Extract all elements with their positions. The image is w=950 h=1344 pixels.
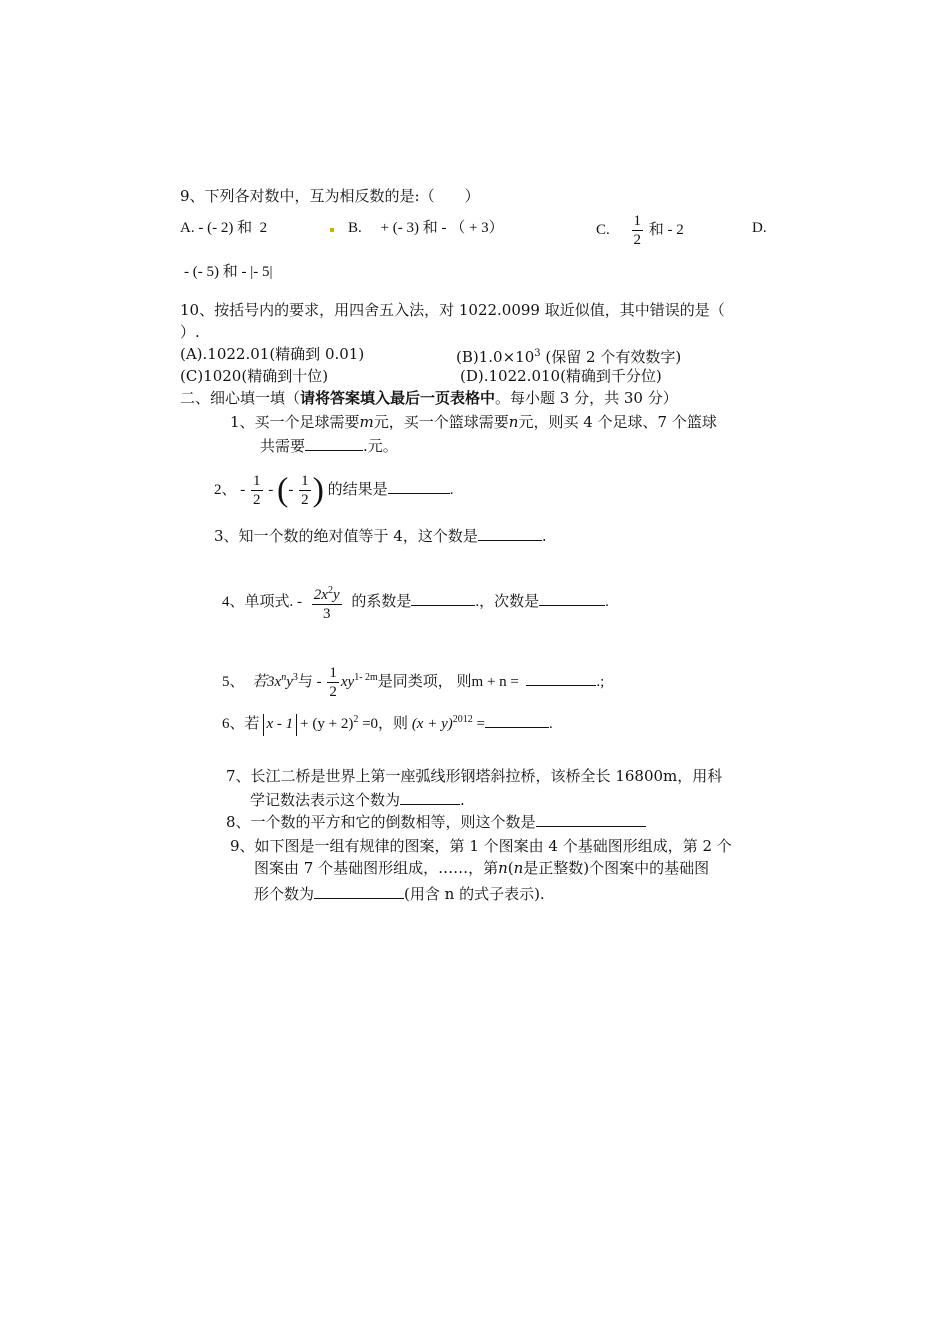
f2-label: 2、	[214, 482, 237, 498]
f1-line-2	[260, 436, 398, 456]
f6-line	[222, 706, 553, 734]
q10-option-c: (C)1020(精确到十位)	[180, 367, 329, 385]
q9-c-num: 1	[633, 213, 642, 230]
f7-line-1: 7、长江二桥是世界上第一座弧线形钢塔斜拉桥，该桥全长 16800m，用科	[226, 767, 723, 785]
f4-coef-blank[interactable]	[411, 591, 475, 606]
f7-line2-text: 学记数法表示这个数为	[250, 791, 401, 809]
f6-exp2: 2012	[452, 714, 473, 725]
f1-pre: 1、买一个足球需要	[230, 413, 360, 431]
f4-label: 4、单项式.	[222, 594, 294, 610]
f2-result-text: 的结果是	[327, 482, 388, 498]
f5-answer-blank[interactable]	[526, 671, 596, 686]
q9-b-expr: + (- 3) 和 - （ + 3）	[380, 220, 504, 236]
section2-title-bold: 请将答案填入最后一页表格中	[300, 389, 496, 407]
f5-exp-3: 3	[292, 672, 298, 683]
f5-with: 与 -	[297, 674, 322, 690]
f9-n: n	[498, 859, 508, 877]
q9-c-fraction	[632, 212, 644, 249]
f5-tail: 是同类项， 则m + n =	[377, 674, 519, 690]
f2-num-1: 1	[253, 473, 261, 490]
f4-minus: -	[297, 594, 303, 610]
f9-line3-post: (用含 n 的式子表示).	[404, 885, 545, 903]
f4-den: 3	[322, 606, 331, 623]
f5-xy: xy	[340, 674, 355, 690]
f9-n2: n	[513, 859, 524, 877]
f4-num-exp: 2	[327, 585, 333, 597]
f1-answer-blank[interactable]	[305, 436, 363, 451]
f7-answer-blank[interactable]	[400, 790, 460, 805]
section2-title-post: 。每小题 3 分，共 30 分）	[495, 389, 678, 407]
f6-mid: + (y + 2)	[300, 716, 354, 732]
f4-end: .	[605, 594, 609, 610]
q10-option-a: (A).1022.01(精确到 0.01)	[180, 345, 365, 363]
q9-stem: 9、下列各对数中，互为相反数的是:（ ）	[180, 187, 480, 205]
f1-line2-pre: 共需要	[260, 437, 306, 455]
q9-c-tail: 和 - 2	[648, 222, 684, 238]
f3-answer-blank[interactable]	[478, 526, 542, 541]
f1-line-1	[230, 412, 717, 432]
f9-line-3	[254, 884, 545, 904]
f8-text: 8、一个数的平方和它的倒数相等，则这个数是	[226, 813, 536, 831]
f2-fraction-1	[251, 472, 263, 509]
f5-end: .;	[596, 674, 605, 690]
q9-c-den: 2	[633, 232, 642, 249]
q9-b-label: B.	[348, 220, 362, 236]
f3-end: .	[541, 527, 547, 545]
q9-option-b	[348, 218, 504, 238]
f7-end: .	[460, 791, 465, 809]
q10-b-pre: (B)1.0×10	[456, 348, 535, 366]
f2-fraction-2	[299, 472, 311, 509]
f1-post: 元，则买 4 个足球、7 个篮球	[518, 413, 717, 431]
f4-num-post: y	[332, 587, 340, 604]
f5-exp-n: n	[281, 672, 287, 683]
f2-minus-3: -	[288, 482, 294, 498]
f6-eq: =0，则	[358, 716, 409, 732]
f4-mid2: .，次数是	[475, 594, 540, 610]
f6-lhs: (x + y)	[411, 716, 453, 732]
f5-label: 5、	[222, 674, 245, 690]
f3-line	[214, 526, 547, 546]
f8-answer-blank[interactable]	[536, 812, 646, 827]
f5-y: y	[286, 674, 293, 690]
f9-line2-mid: (	[507, 859, 514, 877]
f5-den: 2	[329, 684, 337, 701]
f9-line2-pre: 图案由 7 个基础图形组成，……，第	[254, 859, 499, 877]
q9-option-c	[596, 206, 684, 249]
f6-abs-right	[296, 714, 297, 736]
f2-den-1: 2	[253, 492, 261, 509]
f1-n: n	[508, 413, 519, 431]
q9-c-label: C.	[596, 222, 610, 238]
q10-option-d: (D).1022.010(精确到千分位)	[460, 367, 662, 385]
f1-mid: 元，买一个篮球需要	[373, 413, 509, 431]
q9-d-expr1: - (- 5)	[184, 264, 219, 280]
f6-abs: x - 1	[266, 716, 294, 732]
q10-stem-2: ）.	[180, 323, 200, 341]
f6-exp: 2	[353, 714, 359, 725]
f2-answer-blank[interactable]	[388, 479, 450, 494]
f4-degree-blank[interactable]	[539, 591, 605, 606]
f6-abs-left	[263, 714, 264, 736]
f2-left-paren: (	[277, 471, 289, 509]
q9-a-label: A.	[180, 220, 195, 236]
f2-end: .	[449, 482, 454, 498]
f9-line-2	[254, 858, 709, 878]
q9-option-d	[184, 262, 273, 282]
f4-fraction	[312, 582, 342, 623]
f5-pre: 若3x	[252, 674, 282, 690]
f2-den-2: 2	[301, 492, 309, 509]
q9-d-label: D.	[752, 220, 767, 236]
q9-a-and: 和	[237, 220, 253, 236]
f8-line	[226, 812, 646, 832]
f6-rhs: =	[472, 716, 485, 732]
q10-stem-1: 10、按括号内的要求，用四舍五入法，对 1022.0099 取近似值，其中错误的是（	[180, 301, 725, 319]
q9-a-expr2: 2	[259, 220, 268, 236]
f6-end: .	[548, 716, 553, 732]
f7-line-2	[250, 790, 465, 810]
f5-fraction	[327, 664, 339, 701]
f2-expression	[214, 466, 453, 514]
f9-line2-post: 是正整数)个图案中的基础图	[523, 859, 710, 877]
f2-minus: -	[240, 482, 246, 498]
q9-d-expr2: - |- 5|	[241, 264, 273, 280]
section2-title-pre: 二、细心填一填（	[180, 389, 301, 407]
f4-line	[222, 578, 609, 626]
q9-d-and: 和	[222, 264, 238, 280]
f5-line	[222, 654, 604, 702]
f5-exp-xy: 1- 2m	[354, 672, 378, 683]
q10-option-b	[456, 344, 681, 367]
f6-answer-blank[interactable]	[485, 719, 549, 728]
f5-num: 1	[329, 665, 337, 682]
q10-b-post: (保留 2 个有效数字)	[540, 348, 682, 366]
f1-line2-post: .元。	[363, 437, 398, 455]
f2-num-2: 1	[301, 473, 309, 490]
q10-b-exp: 3	[534, 348, 541, 359]
f6-label: 6、若	[222, 716, 260, 732]
f2-right-paren: )	[312, 471, 324, 509]
f3-text: 3、知一个数的绝对值等于 4，这个数是	[214, 527, 478, 545]
q9-a-expr1: - (- 2)	[198, 220, 234, 236]
f9-line-1: 9、如下图是一组有规律的图案，第 1 个图案由 4 个基础图形组成，第 2 个	[230, 837, 732, 855]
f2-minus-2: -	[268, 482, 274, 498]
f1-m: m	[359, 413, 374, 431]
q9-option-a	[180, 218, 267, 238]
f9-answer-blank[interactable]	[314, 884, 404, 899]
f4-mid: 的系数是	[351, 594, 412, 610]
section2-title	[180, 388, 678, 408]
f4-num-pre: 2x	[313, 587, 328, 604]
marker-dot	[330, 228, 334, 232]
f9-line3-pre: 形个数为	[254, 885, 315, 903]
